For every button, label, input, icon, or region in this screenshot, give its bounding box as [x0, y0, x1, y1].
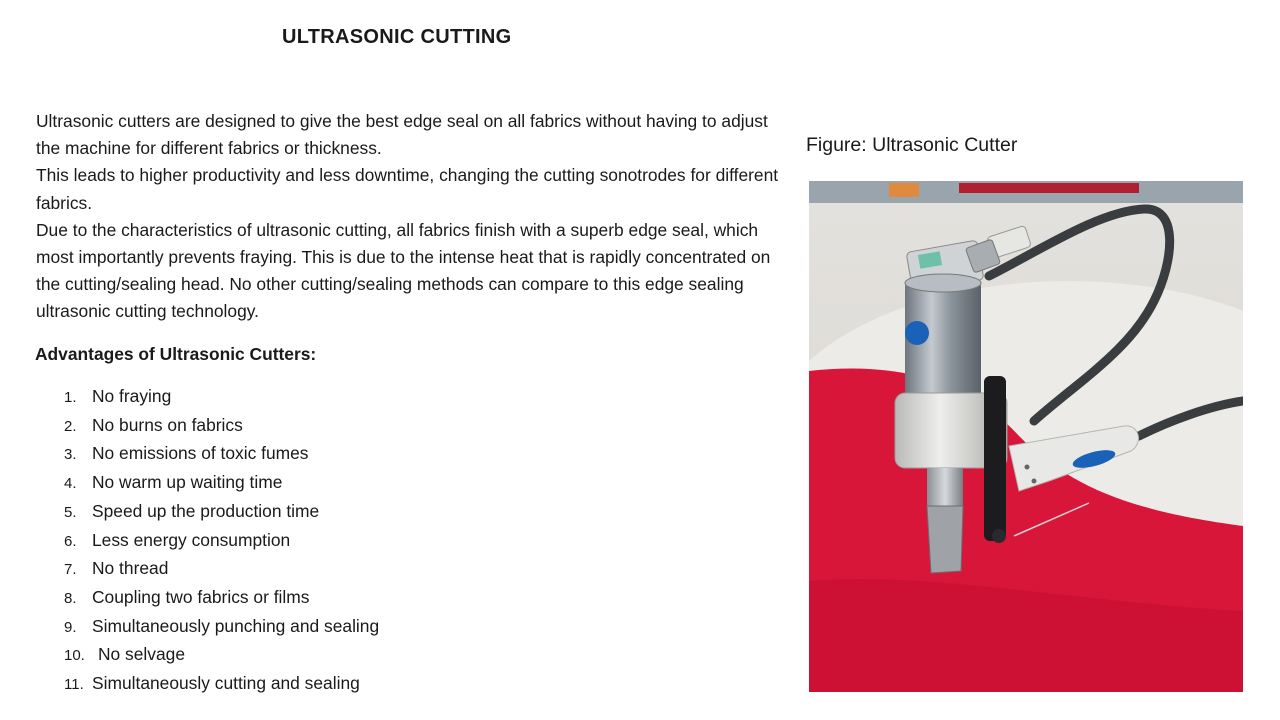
list-item-text: Speed up the production time: [92, 500, 320, 521]
photo-top-orange-box: [889, 183, 919, 197]
handle-screw: [1032, 479, 1037, 484]
list-item-number: 10.: [64, 647, 85, 665]
list-item: [64, 613, 379, 642]
list-item: [64, 555, 379, 584]
list-item: [64, 440, 379, 469]
list-item-number: 1.: [64, 389, 77, 406]
list-item: [64, 383, 379, 412]
intro-paragraph: This leads to higher productivity and less downtime, changing the cutting sonotrodes for different fabrics.: [36, 165, 779, 213]
list-item-number: 9.: [64, 618, 77, 636]
advantages-list: [64, 383, 379, 699]
list-item-number: 5.: [64, 503, 77, 521]
list-item-text: No emissions of toxic fumes: [92, 443, 309, 464]
list-item-text: Simultaneously punching and sealing: [92, 615, 380, 636]
intro-paragraph: Due to the characteristics of ultrasonic cutting, all fabrics finish with a superb edge seal, which most importantly prevents fraying. This is due to the intense heat that is rapidly concentrated on the cutting/sealing head. No other cutting/sealing methods can compare to this edge sealing ultrasonic cutting technology.: [36, 219, 771, 322]
intro-text: [36, 108, 786, 326]
list-item: [64, 469, 379, 498]
list-item-number: 7.: [64, 561, 77, 579]
black-clamp: [984, 376, 1006, 541]
list-item: [64, 527, 379, 556]
list-item-number: 4.: [64, 475, 77, 493]
list-item: [64, 498, 379, 527]
list-item: [64, 641, 379, 670]
photo-top-red-strip: [959, 183, 1139, 193]
cylinder-top: [905, 274, 981, 292]
page-title: ULTRASONIC CUTTING: [282, 26, 512, 48]
clamp-knob: [992, 529, 1006, 543]
list-item-number: 8.: [64, 589, 77, 607]
cutting-blade: [927, 506, 963, 573]
list-item-number: 11.: [64, 676, 84, 694]
list-item: [64, 670, 379, 699]
list-item-text: No burns on fabrics: [92, 414, 243, 435]
list-item-text: No selvage: [98, 644, 186, 665]
list-item-text: No warm up waiting time: [92, 472, 283, 493]
ultrasonic-cutter-photo: [809, 181, 1243, 692]
list-item: [64, 412, 379, 441]
advantages-heading: Advantages of Ultrasonic Cutters:: [35, 344, 317, 364]
list-item-number: 2.: [64, 417, 77, 435]
list-item-text: Simultaneously cutting and sealing: [92, 673, 360, 694]
handle-screw: [1025, 465, 1030, 470]
list-item: [64, 584, 379, 613]
intro-paragraph: Ultrasonic cutters are designed to give the best edge seal on all fabrics without having to adjust the machine for different fabrics or thickness.: [36, 111, 768, 159]
list-item-number: 3.: [64, 446, 77, 464]
list-item-number: 6.: [64, 532, 77, 550]
cylinder-logo: [905, 321, 929, 345]
list-item-text: No thread: [92, 558, 169, 579]
figure-caption: Figure: Ultrasonic Cutter: [806, 134, 1018, 156]
list-item-text: Coupling two fabrics or films: [92, 586, 310, 607]
list-item-text: No fraying: [92, 386, 172, 406]
list-item-text: Less energy consumption: [92, 529, 291, 550]
sonotrode-horn: [927, 468, 963, 506]
